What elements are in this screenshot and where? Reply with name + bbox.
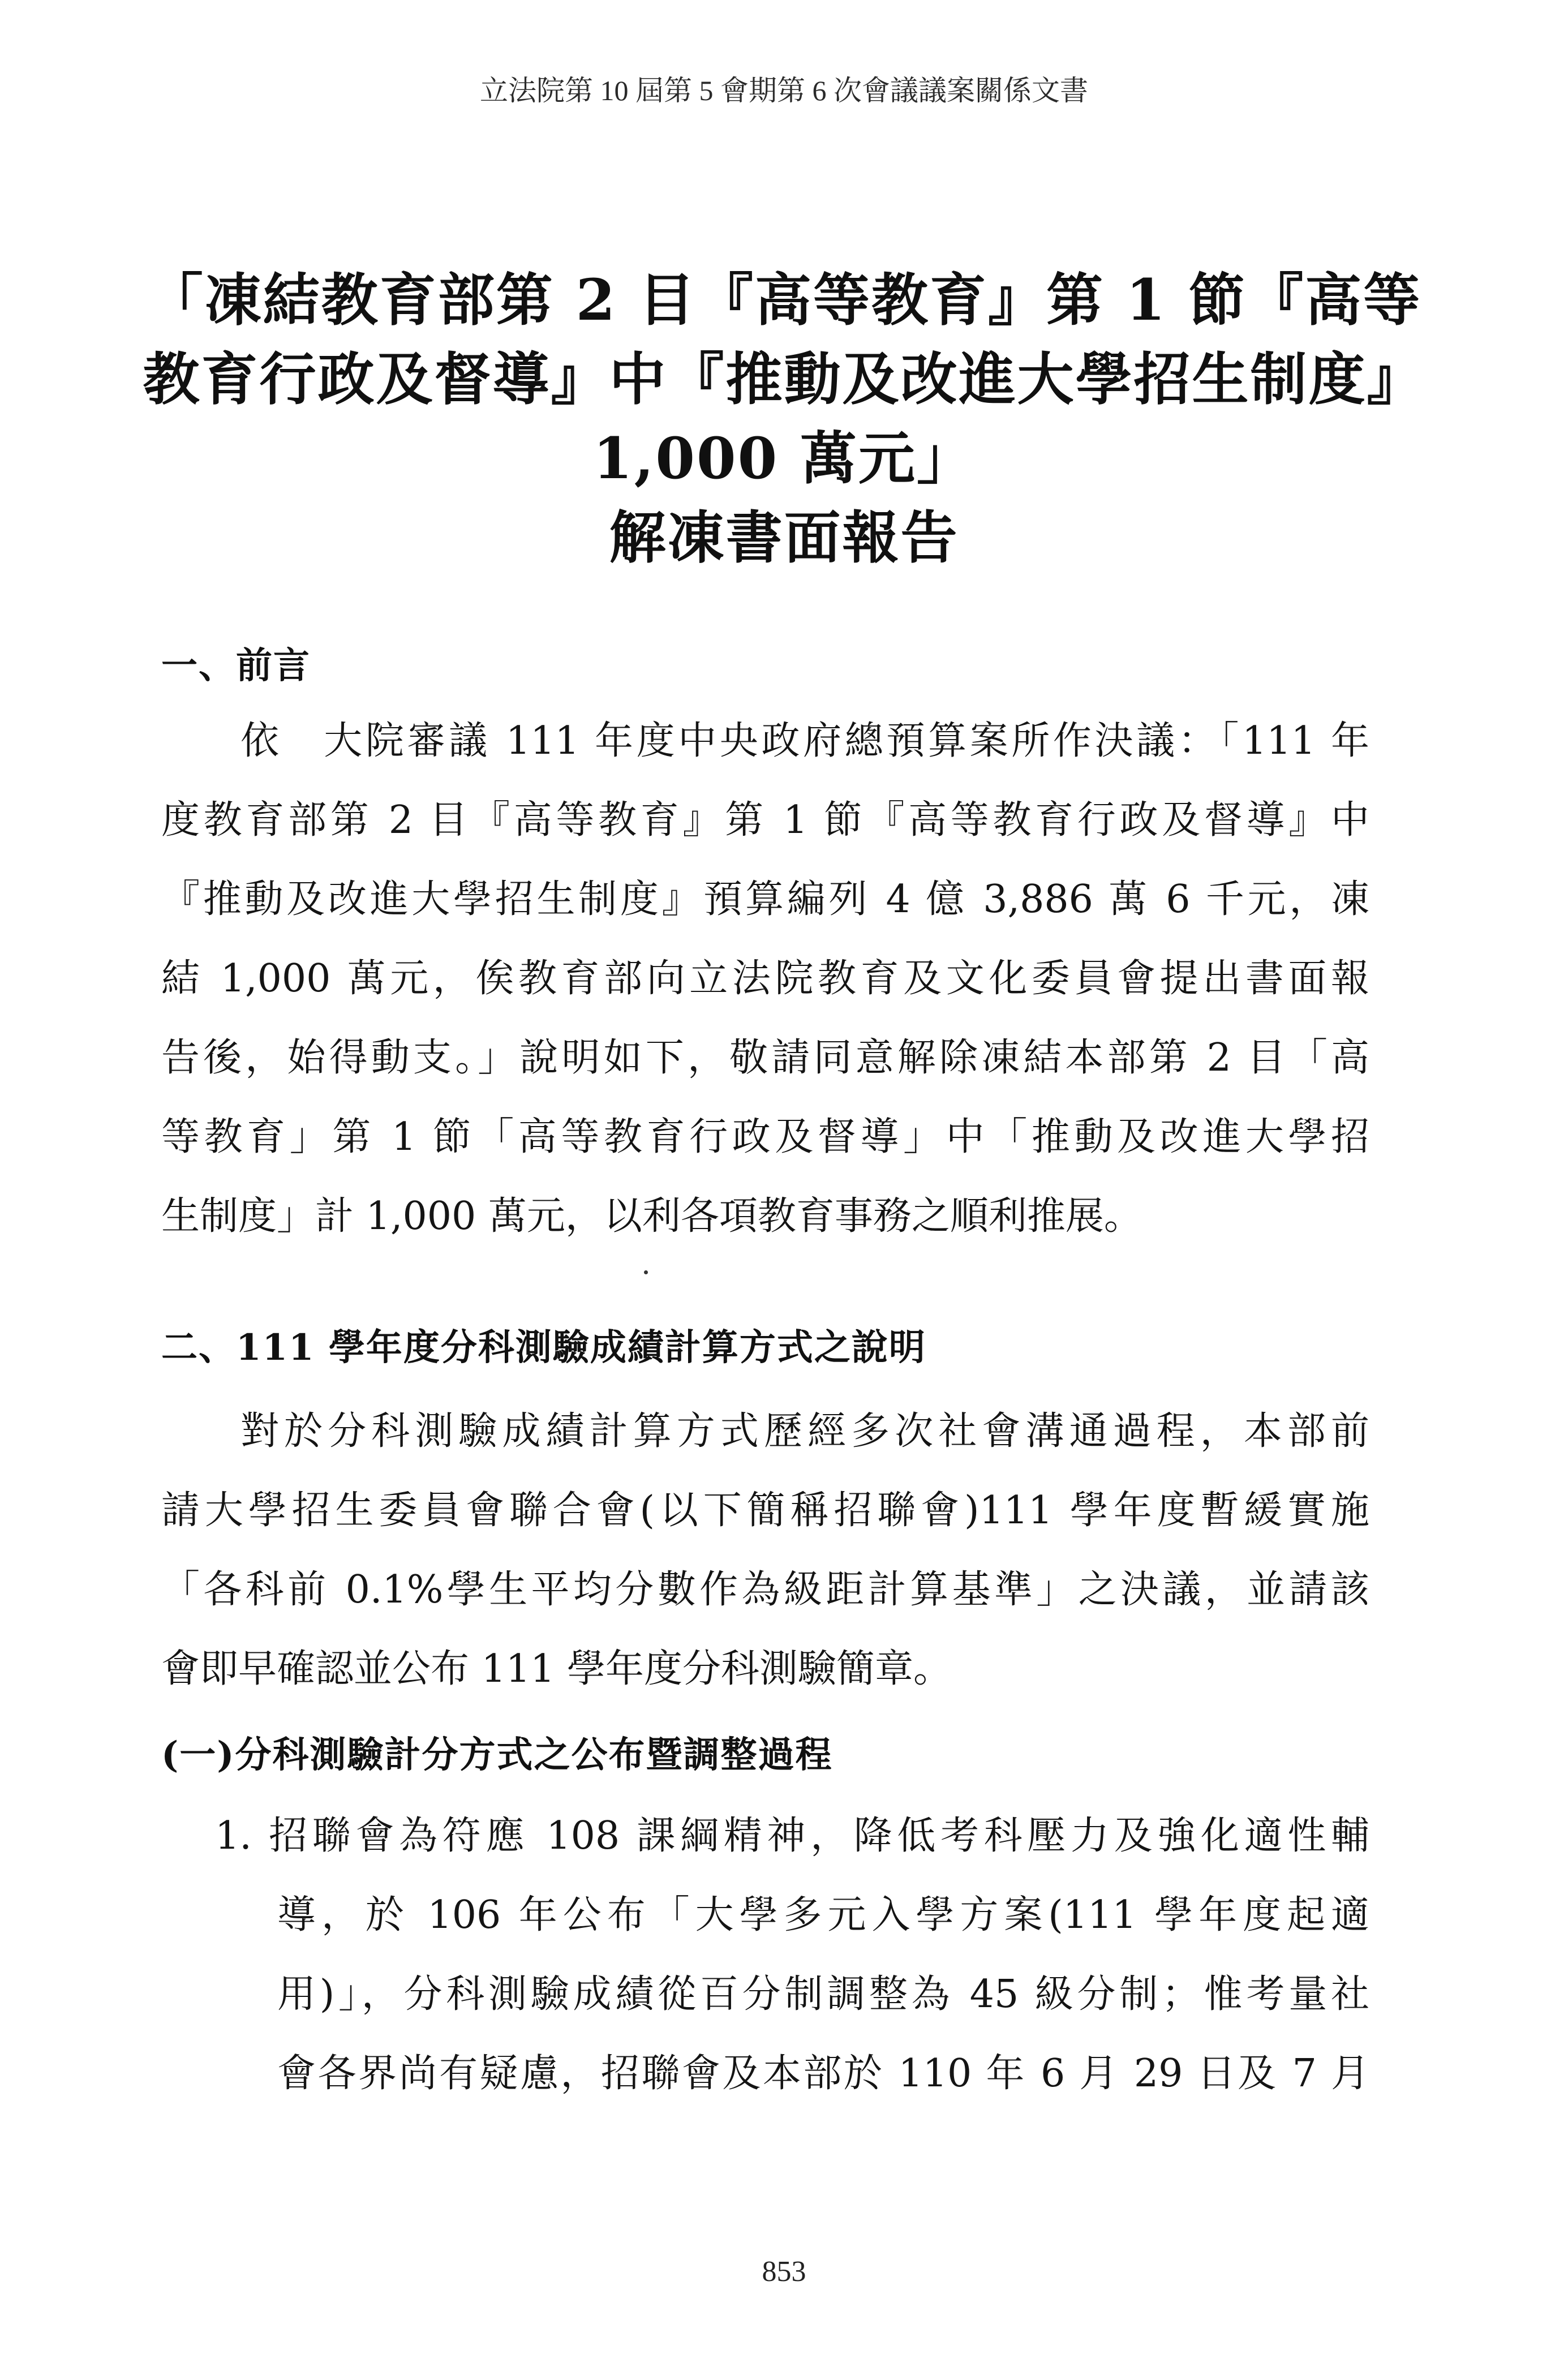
- scan-speck: [644, 1270, 648, 1274]
- preface-line-6: 等教育」第 1 節「高等教育行政及督導」中「推動及改進大學招: [161, 1115, 1369, 1159]
- title-line-1: 「凍結教育部第 2 目『高等教育』第 1 節『高等: [146, 267, 1422, 333]
- running-header: 立法院第 10 屆第 5 會期第 6 次會議議案關係文書: [480, 75, 1088, 106]
- item-1-line-2: 導，於 106 年公布「大學多元入學方案(111 學年度起適: [277, 1893, 1369, 1938]
- score-calc-line-3: 「各科前 0.1%學生平均分數作為級距計算基準」之決議，並請該: [161, 1567, 1369, 1612]
- preface-line-4: 結 1,000 萬元，俟教育部向立法院教育及文化委員會提出書面報: [161, 956, 1369, 1001]
- title-line-2: 教育行政及督導』中『推動及改進大學招生制度』: [143, 346, 1425, 413]
- preface-line-3: 『推動及改進大學招生制度』預算編列 4 億 3,886 萬 6 千元，凍: [161, 877, 1369, 922]
- preface-line-2: 度教育部第 2 目『高等教育』第 1 節『高等教育行政及督導』中: [161, 798, 1369, 843]
- preface-line-7: 生制度」計 1,000 萬元，以利各項教育事務之順利推展。: [161, 1194, 1142, 1239]
- subsection-heading-announcement-process: (一)分科測驗計分方式之公布暨調整過程: [161, 1734, 833, 1776]
- item-1-line-3: 用)」，分科測驗成績從百分制調整為 45 級分制；惟考量社: [277, 1972, 1369, 2017]
- score-calc-line-4: 會即早確認並公布 111 學年度分科測驗簡章。: [161, 1647, 952, 1691]
- score-calc-line-2: 請大學招生委員會聯合會(以下簡稱招聯會)111 學年度暫緩實施: [161, 1488, 1369, 1533]
- page-number: 853: [762, 2256, 806, 2288]
- title-line-3: 1,000 萬元」: [593, 425, 975, 492]
- score-calc-line-1: 對於分科測驗成績計算方式歷經多次社會溝通過程，本部前: [240, 1409, 1369, 1454]
- preface-line-5: 告後，始得動支。」說明如下，敬請同意解除凍結本部第 2 目「高: [161, 1036, 1369, 1080]
- section-heading-score-calculation: 二、111 學年度分科測驗成績計算方式之說明: [161, 1326, 926, 1369]
- item-1-line-1: 1. 招聯會為符應 108 課綱精神，降低考科壓力及強化適性輔: [215, 1814, 1369, 1858]
- preface-line-1: 依 大院審議 111 年度中央政府總預算案所作決議：「111 年: [240, 719, 1369, 763]
- item-1-line-4: 會各界尚有疑慮，招聯會及本部於 110 年 6 月 29 日及 7 月: [277, 2051, 1369, 2096]
- title-line-4: 解凍書面報告: [609, 504, 959, 571]
- section-heading-preface: 一、前言: [161, 645, 311, 687]
